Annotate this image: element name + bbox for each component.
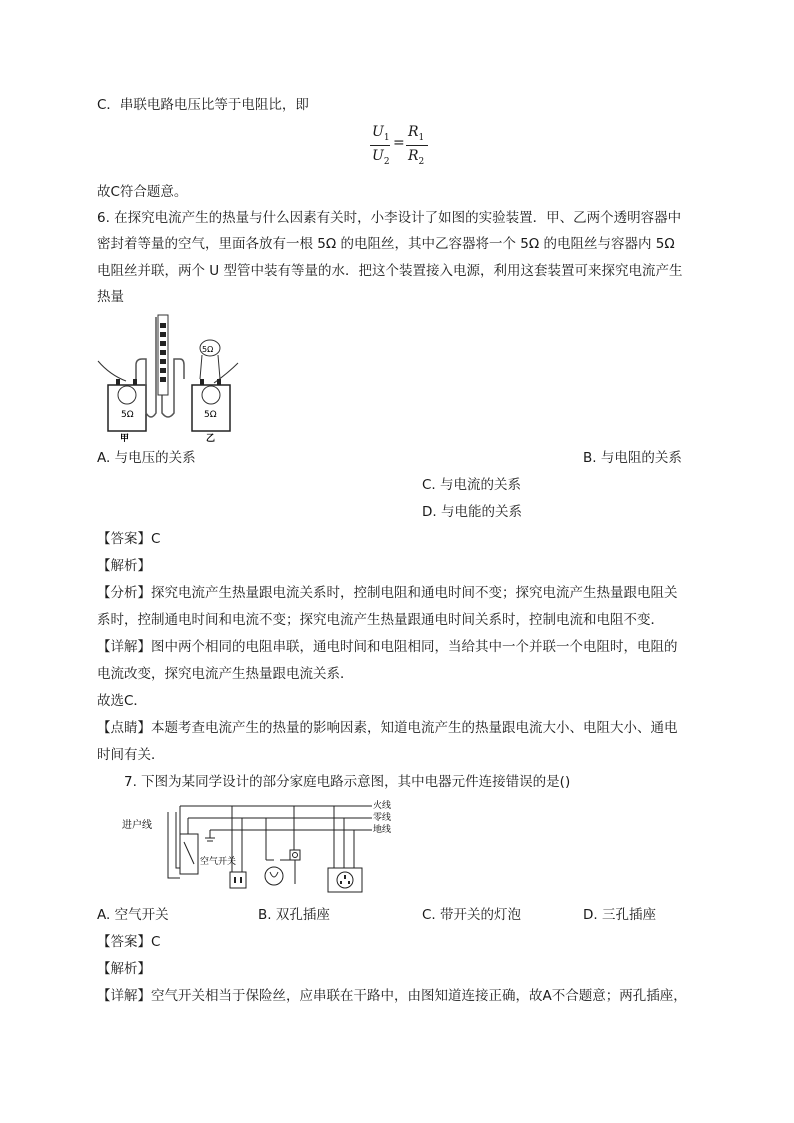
option-c-conclusion: 故C符合题意。 (97, 184, 188, 200)
bulb-icon (265, 867, 283, 885)
ground-wire-label: 地线 (373, 825, 392, 835)
neutral-wire-label: 零线 (373, 813, 392, 823)
q7-answer: 【答案】C (97, 934, 161, 950)
q6-answer: 【答案】C (97, 531, 161, 547)
q7-stem: 7. 下图为某同学设计的部分家庭电路示意图，其中电器元件连接错误的是() (124, 774, 571, 790)
lamp-switch (290, 850, 300, 860)
q6-option-c: C. 与电流的关系 (422, 477, 522, 493)
label-yi: 乙 (206, 434, 216, 443)
q7-jiexi: 【解析】 (97, 961, 151, 977)
q6-apparatus-figure (96, 313, 246, 443)
formula-r1: $R_1$ (408, 124, 425, 143)
q6-option-d: D. 与电能的关系 (422, 504, 522, 520)
q6-stem-line-1: 6. 在探究电流产生的热量与什么因素有关时，小李设计了如图的实验装置．甲、乙两个透明容器中 (97, 210, 682, 226)
q6-stem-line-4: 热量 (97, 289, 124, 305)
voltage-ratio-formula (368, 124, 428, 170)
q6-dianjing-line-1: 【点睛】本题考查电流产生的热量的影响因素，知道电流产生的热量跟电流大小、电阻大小、通电 (97, 720, 678, 736)
container-jia (108, 385, 146, 431)
q6-fenxi-line-1: 【分析】探究电流产生热量跟电流关系时，控制电阻和通电时间不变；探究电流产生热量跟电阻关 (97, 585, 678, 601)
inlet-label: 进户线 (122, 820, 152, 831)
formula-r2: $R_2$ (408, 148, 425, 167)
q6-option-a: A. 与电压的关系 (97, 450, 196, 466)
q7-circuit-figure (120, 798, 410, 900)
extra-resistor-label: 5Ω (202, 345, 214, 354)
formula-equals: = (393, 135, 405, 151)
q6-choose: 故选C． (97, 693, 147, 709)
q6-dianjing-line-2: 时间有关． (97, 747, 165, 763)
q6-xiangjie-line-2: 电流改变，探究电流产生热量跟电流关系． (97, 666, 354, 682)
formula-u1: $U_1$ (372, 124, 390, 143)
q7-option-d: D. 三孔插座 (583, 907, 656, 923)
q7-option-c: C. 带开关的灯泡 (422, 907, 522, 923)
option-c-line: C．串联电路电压比等于电阻比，即 (97, 97, 309, 113)
q6-jiexi: 【解析】 (97, 558, 151, 574)
q6-stem-line-3: 电阻丝并联，两个 U 型管中装有等量的水．把这个装置接入电源，利用这套装置可来探究电流产生 (97, 263, 683, 279)
live-wire-label: 火线 (373, 801, 392, 811)
q6-xiangjie-line-1: 【详解】图中两个相同的电阻串联，通电时间和电阻相同，当给其中一个并联一个电阻时，电阻的 (97, 639, 678, 655)
left-resistor-label: 5Ω (121, 410, 134, 420)
q7-xiangjie: 【详解】空气开关相当于保险丝，应串联在干路中，由图知道连接正确，故A不合题意；两孔插座， (97, 988, 687, 1004)
q7-option-a: A. 空气开关 (97, 907, 169, 923)
q6-stem-line-2: 密封着等量的空气，里面各放有一根 5Ω 的电阻丝，其中乙容器将一个 5Ω 的电阻丝与容器内 5Ω (97, 236, 675, 252)
q6-fenxi-line-2: 系时，控制通电时间和电流不变；探究电流产生热量跟通电时间关系时，控制电流和电阻不变． (97, 612, 664, 628)
q7-option-b: B. 双孔插座 (258, 907, 330, 923)
two-hole-socket (230, 872, 246, 888)
q6-option-b: B. 与电阻的关系 (583, 450, 682, 466)
container-yi (192, 385, 230, 431)
label-jia: 甲 (120, 434, 130, 443)
right-resistor-label: 5Ω (204, 410, 217, 420)
air-switch-label: 空气开关 (200, 857, 237, 867)
formula-u2: $U_2$ (372, 148, 390, 167)
